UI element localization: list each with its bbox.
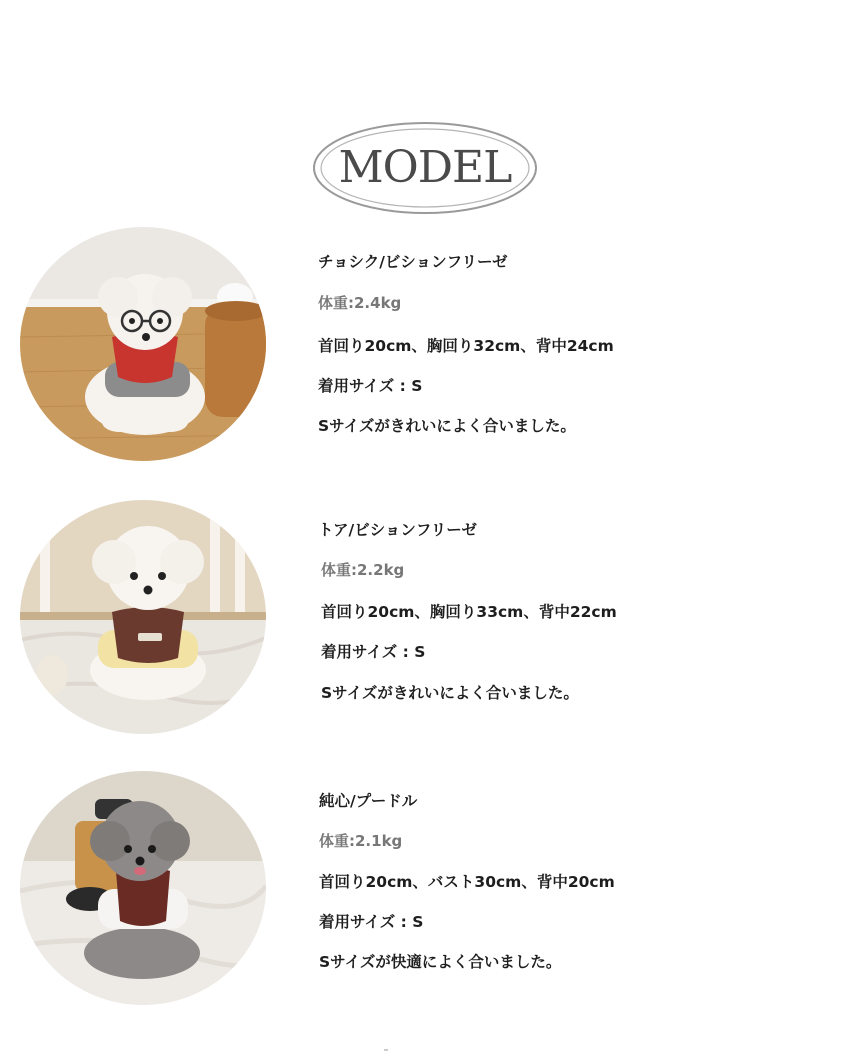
model-size: 着用サイズ : S	[318, 377, 423, 395]
dog-photo-illustration	[20, 500, 266, 734]
model-name: 純心/プードル	[319, 792, 418, 810]
model-name: チョシク/ビションフリーゼ	[318, 253, 508, 271]
model-photo-3	[20, 771, 266, 1005]
model-weight: 体重:2.2kg	[321, 561, 405, 579]
model-title-badge	[311, 120, 539, 216]
model-measurements: 首回り20cm、胸回り33cm、背中22cm	[321, 603, 617, 621]
model-size: 着用サイズ : S	[319, 913, 424, 931]
model-comment: Sサイズがきれいによく合いました。	[318, 417, 576, 435]
page-title: MODEL	[338, 142, 512, 193]
model-measurements: 首回り20cm、胸回り32cm、背中24cm	[318, 337, 614, 355]
model-photo-1	[20, 227, 266, 461]
model-card-1	[0, 227, 858, 467]
dog-photo-illustration	[20, 227, 266, 461]
model-card-2	[0, 500, 858, 740]
model-weight: 体重:2.1kg	[319, 832, 403, 850]
model-size: 着用サイズ : S	[321, 643, 426, 661]
model-comment: Sサイズが快適によく合いました。	[319, 953, 562, 971]
model-card-3	[0, 771, 858, 1011]
model-photo-2	[20, 500, 266, 734]
model-measurements: 首回り20cm、バスト30cm、背中20cm	[319, 873, 615, 891]
bottom-divider	[384, 1049, 388, 1051]
model-weight: 体重:2.4kg	[318, 294, 402, 312]
dog-photo-illustration	[20, 771, 266, 1005]
model-name: トア/ビションフリーゼ	[318, 521, 477, 539]
model-comment: Sサイズがきれいによく合いました。	[321, 684, 579, 702]
